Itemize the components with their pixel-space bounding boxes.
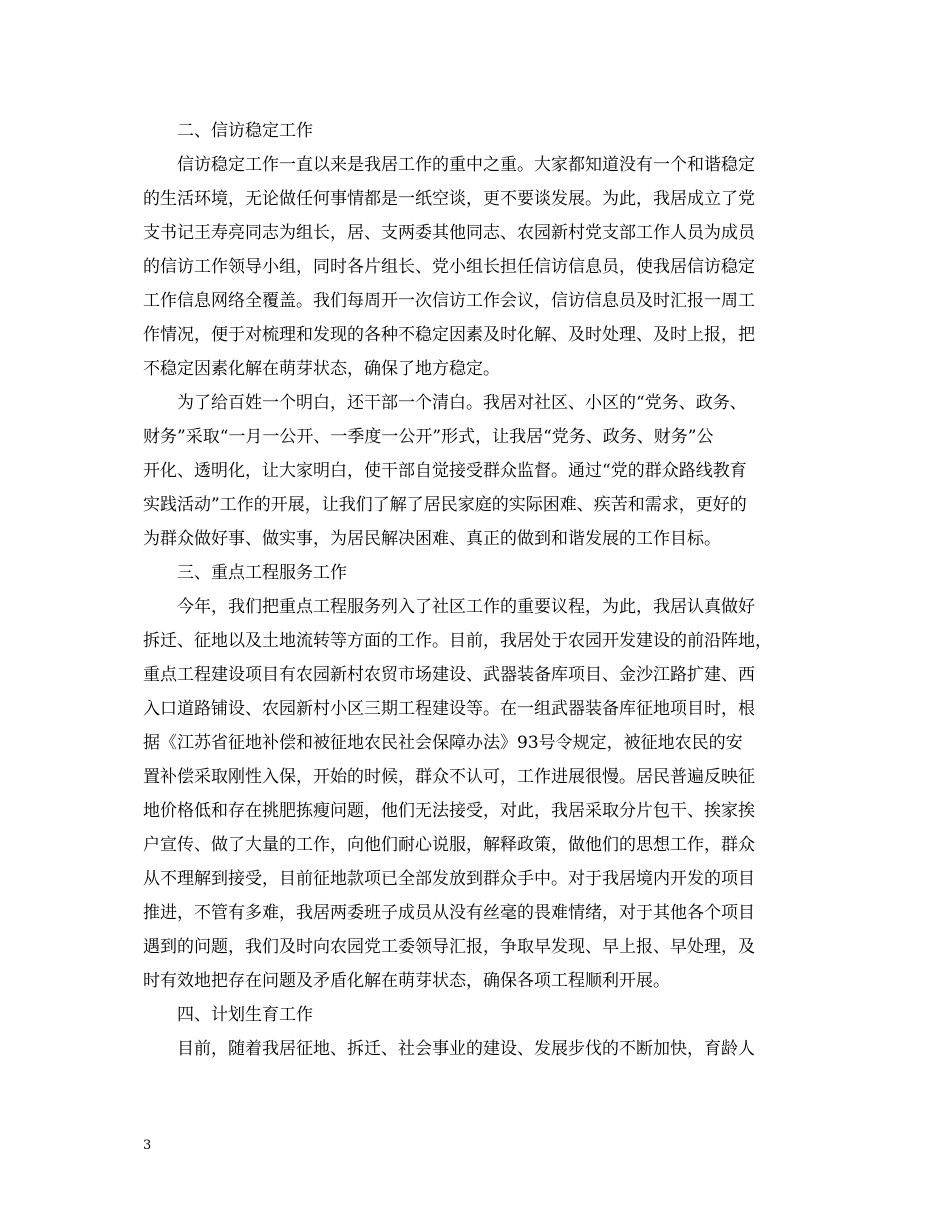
paragraph-line: 时有效地把存在问题及矛盾化解在萌芽状态，确保各项工程顺利开展。 <box>143 971 670 991</box>
section-heading: 二、信访稳定工作 <box>177 121 313 141</box>
paragraph-line: 财务”采取“一月一公开、一季度一公开”形式，让我居“党务、政务、财务”公 <box>143 427 714 447</box>
paragraph-line: 实践活动”工作的开展，让我们了解了居民家庭的实际困难、疾苦和需求，更好的 <box>143 495 747 515</box>
paragraph-line: 今年，我们把重点工程服务列入了社区工作的重要议程，为此，我居认真做好 <box>177 597 755 617</box>
paragraph-line: 地价格低和存在挑肥拣瘦问题，他们无法接受，对此，我居采取分片包干、挨家挨 <box>143 801 755 821</box>
paragraph-line: 目前，随着我居征地、拆迁、社会事业的建设、发展步伐的不断加快，育龄人 <box>177 1039 755 1059</box>
page-number: 3 <box>143 1138 152 1153</box>
paragraph-line: 据《江苏省征地补偿和被征地农民社会保障办法》93号令规定，被征地农民的安 <box>143 733 743 753</box>
paragraph-line: 从不理解到接受，目前征地款项已全部发放到群众手中。对于我居境内开发的项目 <box>143 869 755 889</box>
paragraph-line: 不稳定因素化解在萌芽状态，确保了地方稳定。 <box>143 359 500 379</box>
paragraph-line: 户宣传、做了大量的工作，向他们耐心说服，解释政策，做他们的思想工作，群众 <box>143 835 755 855</box>
paragraph-line: 支书记王寿亮同志为组长，居、支两委其他同志、农园新村党支部工作人员为成员 <box>143 223 755 243</box>
paragraph-line: 拆迁、征地以及土地流转等方面的工作。目前，我居处于农园开发建设的前沿阵地， <box>143 631 772 651</box>
paragraph-line: 的生活环境，无论做任何事情都是一纸空谈，更不要谈发展。为此，我居成立了党 <box>143 189 755 209</box>
paragraph-line: 遇到的问题，我们及时向农园党工委领导汇报，争取早发现、早上报、早处理，及 <box>143 937 755 957</box>
paragraph-line: 工作信息网络全覆盖。我们每周开一次信访工作会议，信访信息员及时汇报一周工 <box>143 291 755 311</box>
paragraph-line: 为了给百姓一个明白，还干部一个清白。我居对社区、小区的“党务、政务、 <box>177 393 747 413</box>
paragraph-line: 入口道路铺设、农园新村小区三期工程建设等。在一组武器装备库征地项目时，根 <box>143 699 755 719</box>
paragraph-line: 推进，不管有多难，我居两委班子成员从没有丝毫的畏难情绪，对于其他各个项目 <box>143 903 755 923</box>
paragraph-line: 开化、透明化，让大家明白，使干部自觉接受群众监督。通过“党的群众路线教育 <box>143 461 747 481</box>
section-heading: 三、重点工程服务工作 <box>177 563 347 583</box>
paragraph-line: 重点工程建设项目有农园新村农贸市场建设、武器装备库项目、金沙江路扩建、西 <box>143 665 755 685</box>
paragraph-line: 作情况，便于对梳理和发现的各种不稳定因素及时化解、及时处理、及时上报，把 <box>143 325 755 345</box>
paragraph-line: 为群众做好事、做实事，为居民解决困难、真正的做到和谐发展的工作目标。 <box>143 529 721 549</box>
section-heading: 四、计划生育工作 <box>177 1005 313 1025</box>
document-body <box>143 114 816 1066</box>
paragraph-line: 信访稳定工作一直以来是我居工作的重中之重。大家都知道没有一个和谐稳定 <box>177 155 755 175</box>
paragraph-line: 的信访工作领导小组，同时各片组长、党小组长担任信访信息员，使我居信访稳定 <box>143 257 755 277</box>
paragraph-line: 置补偿采取刚性入保，开始的时候，群众不认可，工作进展很慢。居民普遍反映征 <box>143 767 755 787</box>
